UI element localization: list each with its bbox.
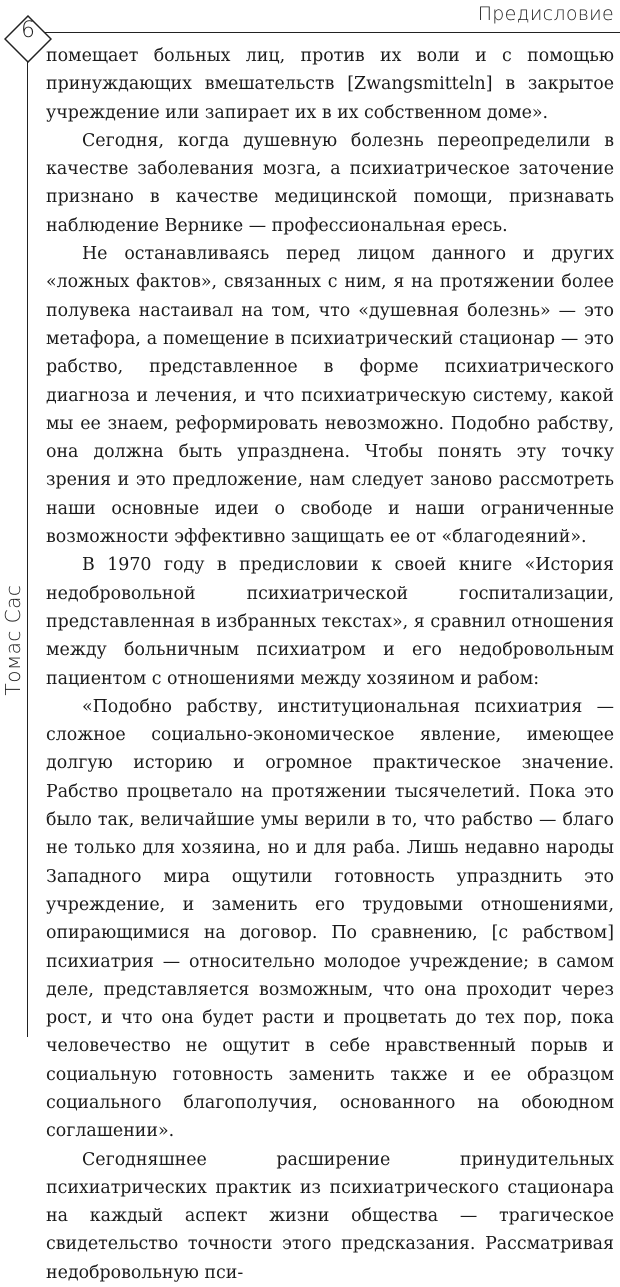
paragraph-4: В 1970 году в предисловии к своей книге «История недобровольной психиатрической госпитализации, представленная в избранных текстах», я сравнил отношения между больничным психиатром и его недобровольным пациентом с отношениями между хозяином и рабом: <box>46 555 614 689</box>
side-author-label <box>0 565 26 715</box>
paragraph-2: Сегодня, когда душевную болезнь переопределили в качестве заболевания мозга, а психиатрическое заточение признано в качестве медицинской помощи, признавать наблюдение Вернике — профессиональная ересь. <box>46 130 614 236</box>
paragraph-3: Не останавливаясь перед лицом данного и других «ложных фактов», связанных с ним, я на протяжении более полувека настаивал на том, что «душевная болезнь» — это метафора, а помещение в психиатрический стационар — это рабство, представленное в форме психиатрического диагноза и лечения, и что психиатрическую систему, какой мы ее знаем, реформировать невозможно. Подобно рабству, она должна быть упразднена. Чтобы понять эту точку зрения и это предложение, нам следует заново рассмотреть наши основные идеи о свободе и наши ограниченные возможности эффективно защищать ее от «благодеяний». <box>46 244 614 548</box>
author-name: Томас Сас <box>1 584 25 696</box>
paragraph-1: помещает больных лиц, против их воли и с помощью принуждающих вмешательств [Zwangsmitteln] в закрытое учреждение или запирает их в их собственном доме». <box>46 46 614 123</box>
quote-paragraph: «Подобно рабству, институциональная психиатрия — сложное социально-экономическое явление, имеющее долгую историю и огромное практическое значение. Рабство процветало на протяжении тысячелетий. Пока это было так, величайшие умы верили в то, что рабство — благо не только для хозяина, но и для раба. Лишь недавно народы Западного мира ощутили готовность упразднить это учреждение, и заменить его трудовыми отношениями, опирающимися на договор. По сравнению, [с рабством] психиатрия — относительно молодое учреждение; в самом деле, представляется возможным, что она проходит через рост, и что она будет расти и процветать до тех пор, пока человечество не ощутит в себе нравственный порыв и социальную готовность заменить также и ее образцом социального благополучия, основанного на обоюдном соглашении». <box>46 696 614 1142</box>
page-number: 6 <box>21 18 35 43</box>
page-number-box <box>4 15 52 63</box>
side-rule <box>27 62 28 1037</box>
header-rule <box>38 32 620 33</box>
running-head: Предисловие <box>477 3 614 25</box>
body-text <box>46 42 614 1287</box>
paragraph-6: Сегодняшнее расширение принудительных психиатрических практик из психиатрического стационара на каждый аспект жизни общества — трагическое свидетельство точности этого предсказания. Рассматривая недобровольную пси- <box>46 1149 614 1283</box>
